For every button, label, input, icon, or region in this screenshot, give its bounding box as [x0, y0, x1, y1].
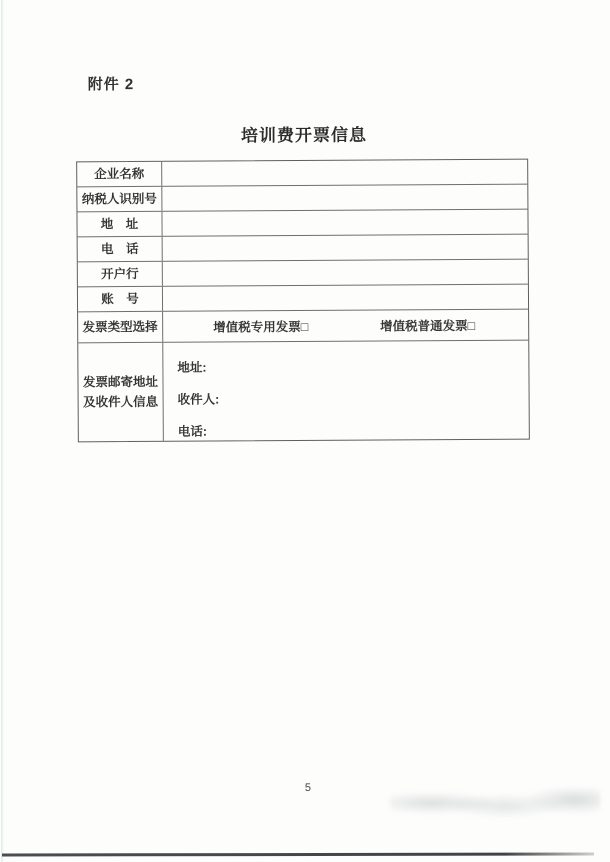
- table-row-phone: [78, 235, 528, 263]
- mailing-field-address: 地址:: [177, 360, 207, 375]
- value-cell-phone: [163, 235, 528, 261]
- mailing-label-line-2: 及收件人信息: [83, 394, 159, 410]
- mailing-field-phone: 电话:: [177, 424, 208, 439]
- page-title: 培训费开票信息: [240, 125, 368, 146]
- mailing-field-recipient: 收件人:: [177, 392, 220, 407]
- table-row-invoice-type: [78, 310, 528, 344]
- row-label-invoice-type: 发票类型选择: [78, 312, 163, 343]
- row-label-company-name: 企业名称: [77, 162, 162, 187]
- row-label-mailing-info: [78, 343, 164, 442]
- row-label-address: 地 址: [77, 212, 162, 237]
- table-row-address: [77, 210, 527, 238]
- mailing-label-line-1: 发票邮寄地址: [82, 374, 159, 390]
- row-label-bank: 开户行: [78, 262, 163, 287]
- invoice-info-table: [76, 159, 530, 443]
- table-row-bank: [78, 260, 528, 288]
- scan-smudge-artifact: [390, 788, 600, 818]
- row-label-taxpayer-id: 纳税人识别号: [77, 187, 162, 212]
- table-row-taxpayer-id: [77, 185, 527, 213]
- value-cell-bank: [163, 260, 528, 286]
- row-label-phone: 电 话: [78, 237, 163, 262]
- mailing-info-cell: [163, 341, 529, 441]
- value-cell-account: [163, 285, 528, 311]
- invoice-type-option-special: 增值税专用发票□: [213, 319, 309, 335]
- value-cell-address: [162, 210, 527, 236]
- value-cell-company-name: [162, 160, 527, 186]
- table-row-account: [78, 285, 528, 313]
- invoice-type-option-ordinary: 增值税普通发票□: [380, 318, 476, 334]
- attachment-label: 附件 2: [87, 76, 135, 94]
- table-row-mailing-info: [78, 341, 529, 442]
- invoice-type-options-cell: [163, 310, 528, 342]
- page-number: 5: [304, 781, 312, 794]
- row-label-account: 账 号: [78, 287, 163, 312]
- table-row-company-name: [77, 160, 527, 188]
- value-cell-taxpayer-id: [162, 185, 527, 211]
